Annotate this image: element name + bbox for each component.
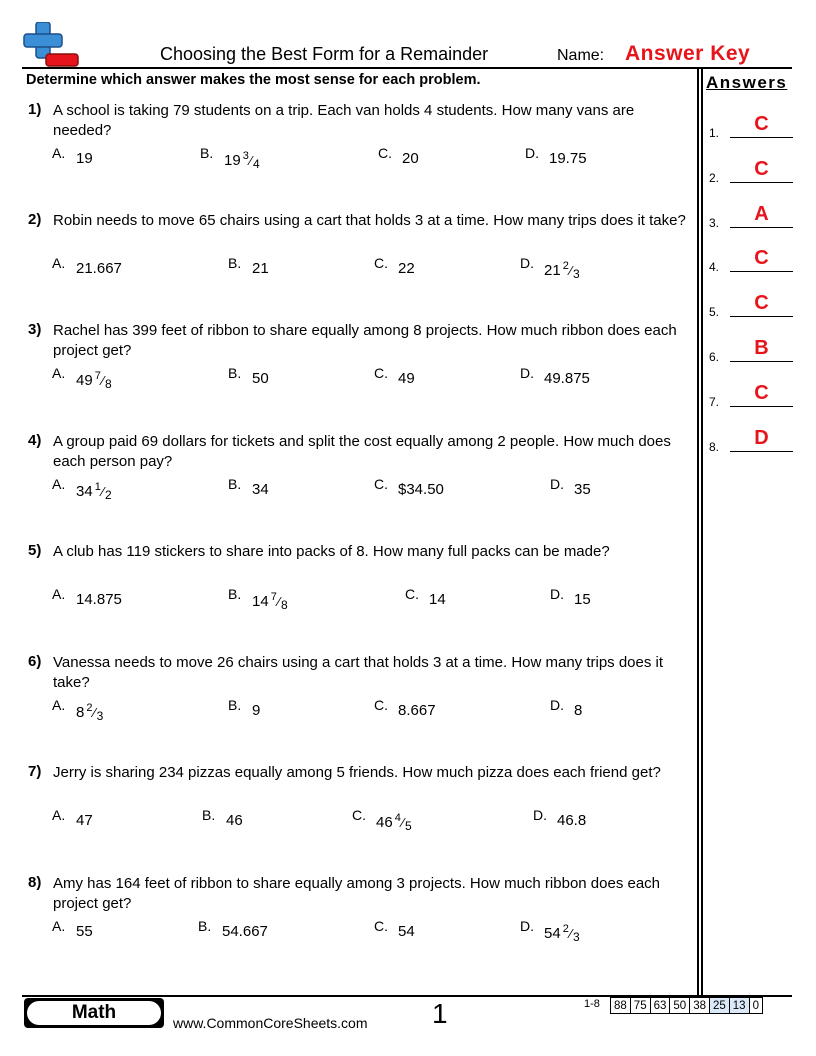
fraction-slash: ⁄ <box>101 373 104 388</box>
answer-number: 3. <box>709 216 720 230</box>
option-letter: C. <box>374 255 388 271</box>
fraction-slash: ⁄ <box>277 594 280 609</box>
answer-blank-line <box>730 137 793 138</box>
option-value: 14.875 <box>76 591 122 608</box>
question-text: Robin needs to move 65 chairs using a cart that holds 3 at a time. How many trips does it take? <box>53 212 686 229</box>
option-letter: A. <box>52 255 66 271</box>
option-letter: A. <box>52 365 66 381</box>
answer-number: 6. <box>709 350 720 364</box>
answers-title: Answers <box>706 73 788 92</box>
answer-number: 8. <box>709 440 720 454</box>
option-letter: C. <box>352 807 366 823</box>
option-letter: B. <box>228 476 242 492</box>
mixed-number <box>544 260 580 281</box>
option-value: $34.50 <box>398 481 444 498</box>
answer-blank-line <box>730 451 793 452</box>
question-text: Amy has 164 feet of ribbon to share equally among 3 projects. How much ribbon does each project get? <box>53 875 661 912</box>
answer-blank-line <box>730 406 793 407</box>
score-cell: 75 <box>630 998 650 1014</box>
question-text: A group paid 69 dollars for tickets and split the cost equally among 2 people. How much does each person pay? <box>53 433 671 470</box>
option-value: 21 <box>252 260 269 277</box>
whole-part: 46 <box>376 814 393 831</box>
score-cell: 88 <box>611 998 631 1014</box>
column-divider <box>701 69 703 995</box>
mixed-number <box>76 370 112 391</box>
answer-number: 2. <box>709 171 720 185</box>
answer-value: C <box>754 247 769 269</box>
name-label: Name: <box>557 47 605 64</box>
answer-row <box>709 247 793 274</box>
answer-value: C <box>754 382 769 404</box>
option-letter: D. <box>525 145 539 161</box>
option-letter: B. <box>228 365 242 381</box>
numerator: 2 <box>562 260 569 272</box>
option-letter: D. <box>520 918 534 934</box>
option-value: 21.667 <box>76 260 122 277</box>
option-value: 49.875 <box>544 370 590 387</box>
option-value: 22 <box>398 260 415 277</box>
answer-row <box>709 203 793 230</box>
answer-blank-line <box>730 316 793 317</box>
header-divider <box>22 67 792 69</box>
option-letter: B. <box>198 918 212 934</box>
option-letter: C. <box>378 145 392 161</box>
denominator: 4 <box>252 157 260 171</box>
score-cell: 25 <box>709 998 729 1014</box>
answer-value: A <box>754 203 769 225</box>
denominator: 3 <box>572 267 580 281</box>
answer-blank-line <box>730 271 793 272</box>
column-divider <box>697 69 699 995</box>
option-letter: D. <box>550 697 564 713</box>
option-letter: A. <box>52 697 66 713</box>
answer-value: D <box>754 427 769 449</box>
option-letter: B. <box>228 586 242 602</box>
option-letter: B. <box>228 697 242 713</box>
question-number: 6) <box>28 653 42 670</box>
option-value: 46 <box>226 812 243 829</box>
denominator: 5 <box>404 819 412 833</box>
answer-blank-line <box>730 182 793 183</box>
instructions: Determine which answer makes the most sense for each problem. <box>26 72 481 88</box>
option-value: 34 <box>252 481 269 498</box>
answer-number: 1. <box>709 126 720 140</box>
option-value: 50 <box>252 370 269 387</box>
option-letter: D. <box>520 255 534 271</box>
denominator: 8 <box>280 598 288 612</box>
score-cell: 0 <box>749 998 762 1014</box>
answer-blank-line <box>730 361 793 362</box>
question-text: Vanessa needs to move 26 chairs using a cart that holds 3 at a time. How many trips does it take? <box>53 654 664 691</box>
score-cell: 13 <box>729 998 749 1014</box>
answer-key-label: Answer Key <box>625 42 751 65</box>
numerator: 7 <box>94 370 101 382</box>
mixed-number <box>376 812 412 833</box>
option-letter: D. <box>550 586 564 602</box>
numerator: 3 <box>242 150 249 162</box>
whole-part: 21 <box>544 262 561 279</box>
question-text: A school is taking 79 students on a trip. Each van holds 4 students. How many vans are needed? <box>53 102 635 139</box>
option-value: 14 <box>429 591 446 608</box>
subject-label: Math <box>27 1001 161 1025</box>
denominator: 3 <box>96 709 104 723</box>
option-letter: B. <box>200 145 214 161</box>
question-text: Rachel has 399 feet of ribbon to share equally among 8 projects. How much ribbon does each project get? <box>53 322 677 359</box>
option-value: 19 <box>76 150 93 167</box>
option-letter: C. <box>374 918 388 934</box>
question-number: 2) <box>28 211 42 228</box>
whole-part: 14 <box>252 593 269 610</box>
score-cell: 63 <box>650 998 670 1014</box>
answer-number: 7. <box>709 395 720 409</box>
option-letter: A. <box>52 918 66 934</box>
fraction-slash: ⁄ <box>569 263 572 278</box>
answer-value: B <box>754 337 769 359</box>
option-letter: C. <box>374 365 388 381</box>
option-value: 54.667 <box>222 923 268 940</box>
numerator: 7 <box>270 591 277 603</box>
plus-minus-logo-icon <box>22 22 80 68</box>
option-letter: B. <box>228 255 242 271</box>
option-value: 8 <box>574 702 583 719</box>
score-row <box>611 998 763 1014</box>
whole-part: 19 <box>224 152 241 169</box>
option-letter: D. <box>520 365 534 381</box>
score-cell: 50 <box>670 998 690 1014</box>
option-letter: D. <box>550 476 564 492</box>
whole-part: 34 <box>76 483 93 500</box>
option-letter: A. <box>52 807 66 823</box>
answer-blank-line <box>730 227 793 228</box>
answer-value: C <box>754 292 769 314</box>
numerator: 1 <box>94 481 101 493</box>
numerator: 2 <box>86 702 93 714</box>
question-text: A club has 119 stickers to share into packs of 8. How many full packs can be made? <box>53 543 610 560</box>
option-value: 9 <box>252 702 261 719</box>
fraction-slash: ⁄ <box>249 153 252 168</box>
score-cell: 38 <box>690 998 710 1014</box>
option-value: 47 <box>76 812 93 829</box>
answer-row <box>709 113 793 140</box>
option-value: 49 <box>398 370 415 387</box>
answer-value: C <box>754 158 769 180</box>
question-number: 3) <box>28 321 42 338</box>
question-number: 5) <box>28 542 42 559</box>
option-letter: A. <box>52 586 66 602</box>
score-range-label: 1-8 <box>584 998 600 1010</box>
page-title: Choosing the Best Form for a Remainder <box>160 44 489 64</box>
denominator: 2 <box>104 488 112 502</box>
question-number: 1) <box>28 101 42 118</box>
score-table <box>610 997 763 1014</box>
option-value: 54 <box>398 923 415 940</box>
option-value: 20 <box>402 150 419 167</box>
option-value: 46.8 <box>557 812 587 829</box>
denominator: 3 <box>572 930 580 944</box>
question-text: Jerry is sharing 234 pizzas equally among 5 friends. How much pizza does each friend get? <box>53 764 661 781</box>
question-number: 7) <box>28 763 42 780</box>
whole-part: 49 <box>76 372 93 389</box>
answer-row <box>709 427 793 454</box>
answer-number: 4. <box>709 260 720 274</box>
fraction-slash: ⁄ <box>569 926 572 941</box>
option-letter: C. <box>374 697 388 713</box>
option-letter: A. <box>52 476 66 492</box>
page-number: 1 <box>432 998 448 1029</box>
answer-row <box>709 158 793 185</box>
option-letter: B. <box>202 807 216 823</box>
mixed-number <box>224 150 260 171</box>
answer-number: 5. <box>709 305 720 319</box>
option-value: 55 <box>76 923 93 940</box>
option-value: 8.667 <box>398 702 436 719</box>
whole-part: 54 <box>544 925 561 942</box>
whole-part: 8 <box>76 704 85 721</box>
option-value: 35 <box>574 481 591 498</box>
mixed-number <box>76 481 112 502</box>
fraction-slash: ⁄ <box>101 484 104 499</box>
mixed-number <box>544 923 580 944</box>
denominator: 8 <box>104 377 112 391</box>
website-link: www.CommonCoreSheets.com <box>173 1015 368 1031</box>
mixed-number <box>76 702 103 723</box>
question-number: 4) <box>28 432 42 449</box>
mixed-number <box>252 591 288 612</box>
answer-row <box>709 292 793 319</box>
question-number: 8) <box>28 874 42 891</box>
option-letter: C. <box>374 476 388 492</box>
option-value: 15 <box>574 591 591 608</box>
answer-row <box>709 337 793 364</box>
option-letter: A. <box>52 145 66 161</box>
option-value: 19.75 <box>549 150 587 167</box>
subject-badge <box>24 998 164 1028</box>
numerator: 2 <box>562 923 569 935</box>
answer-value: C <box>754 113 769 135</box>
fraction-slash: ⁄ <box>401 815 404 830</box>
option-letter: D. <box>533 807 547 823</box>
answer-row <box>709 382 793 409</box>
numerator: 4 <box>394 812 401 824</box>
option-letter: C. <box>405 586 419 602</box>
fraction-slash: ⁄ <box>93 705 96 720</box>
